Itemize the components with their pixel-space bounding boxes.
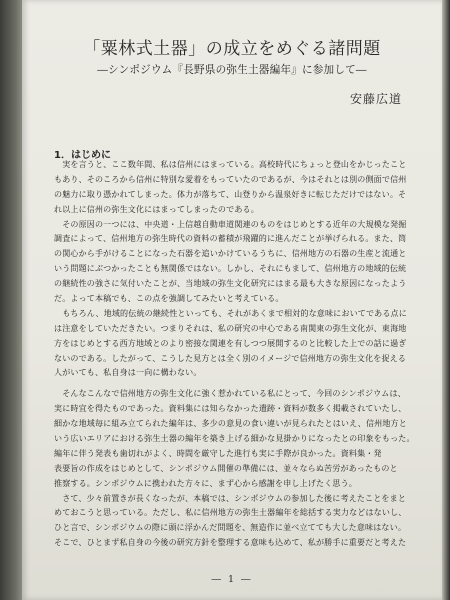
article-subtitle: ―シンポジウム『長野県の弥生土器編年』に参加して―	[97, 64, 367, 76]
text-line: いう広いエリアにおける弥生土器の編年を築き上げる細かな見掛かりになったとの印象をもった。	[54, 434, 415, 444]
binding-shadow	[0, 0, 22, 600]
text-line: 表要旨の作成をはじめとして、シンポジウム開催の準備には、並々ならぬ苦労があったものと	[54, 463, 398, 473]
article-title: 「粟林式土器」の成立をめぐる諸問題	[83, 39, 381, 59]
text-line: もあり、そのころから信州に特別な愛着をもっていたのであるが、今はそれとは別の側面で信州	[54, 174, 407, 184]
text-line: 推察する。シンポジウムに携われた方々に、まず心から感謝を申し上げたく思う。	[54, 478, 358, 488]
text-line: の魅力に取り憑かれてしまった。体力が落ちて、山登りから温泉好きに転じただけではない。そ	[54, 189, 407, 199]
page-edge-shadow	[442, 0, 450, 600]
text-line: れ以上に信州の弥生文化にはまってしまったのである。	[54, 204, 259, 214]
text-line: そんなこんなで信州地方の弥生文化に強く惹かれている私にとって、今回のシンポジウムは、	[54, 389, 406, 399]
paragraph-1	[54, 158, 420, 218]
text-line: 編年に伴う発表も歯切れがよく、時間を厳守した進行も実に手際が良かった。資料集・発	[54, 448, 382, 458]
page-number: ― 1 ―	[211, 574, 253, 585]
text-line: ないのである。したがって、こうした見方とは全く別のイメージで信州地方の弥生文化を捉える	[54, 353, 407, 363]
author-name: 安藤広道	[349, 92, 402, 106]
section-heading: 1．はじめに	[54, 150, 111, 161]
text-line: さて、少々前置きが長くなったが、本稿では、シンポジウムの参加した後に考えたことをまと	[54, 493, 407, 503]
text-line: 実に時宜を得たものであった。資料集には知らなかった遺跡・資料が数多く掲載されていたし、	[54, 404, 407, 414]
paragraph-5	[54, 492, 420, 552]
paragraph-2	[54, 218, 420, 307]
body-text	[54, 158, 420, 551]
text-line: 人がいても、私自身は一向に構わない。	[54, 368, 202, 378]
text-line: は注意をしていただきたい。つまりそれは、私の研究の中心である南関東の弥生文化が、東海地	[54, 323, 407, 333]
text-line: だ。よって本稿でも、この点を強調してみたいと考えている。	[54, 294, 284, 304]
text-line: 細かな地域毎に組み立てられた編年は、多少の意見の食い違いが見られたとはいえ、信州地方と	[54, 419, 407, 429]
text-line: もちろん、地域的伝統の継続性といっても、それがあくまで相対的な意味においてである点に	[54, 308, 407, 318]
text-line: 方をはじめとする西方地域とのより密接な関連を有しつつ展開するのと比較した上での話に過ぎ	[54, 338, 407, 348]
paragraph-4	[54, 387, 420, 491]
document-page	[22, 0, 442, 600]
text-line: の継続性の強さに気付いたことが、当地域の弥生文化研究にはまる最も大きな原因になったよう	[54, 279, 407, 289]
text-line: 実を言うと、ここ数年間、私は信州にはまっている。高校時代にちょっと登山をかじったこと	[54, 160, 407, 169]
text-line: その原因の一つには、中央道・上信越自動車道関連のものをはじめとする近年の大規模な発掘	[54, 219, 407, 229]
text-line: ひと言で、シンポジウムの際に頭に浮かんだ問題を、無造作に並べ立てても大した意味はない。	[54, 523, 407, 533]
text-line: そこで、ひとまず私自身の今後の研究方針を整理する意味も込めて、私が勝手に重要だと考えた	[54, 538, 407, 548]
text-line: いう問題にぶつかったことも無関係ではない。しかし、それにもまして、信州地方の地域的伝統	[54, 264, 407, 274]
text-line: めておこうと思っている。ただし、私に信州地方の弥生土器編年を総括する実力などはないし、	[54, 508, 407, 518]
text-line: の関心から手がけることになった石器を追いかけているうちに、信州地方の石器の生産と流通と	[54, 249, 407, 259]
text-line: 調査によって、信州地方の弥生時代の資料の蓄積が飛躍的に進んだことが挙げられる。また、筒	[54, 234, 407, 244]
paragraph-3	[54, 307, 420, 381]
